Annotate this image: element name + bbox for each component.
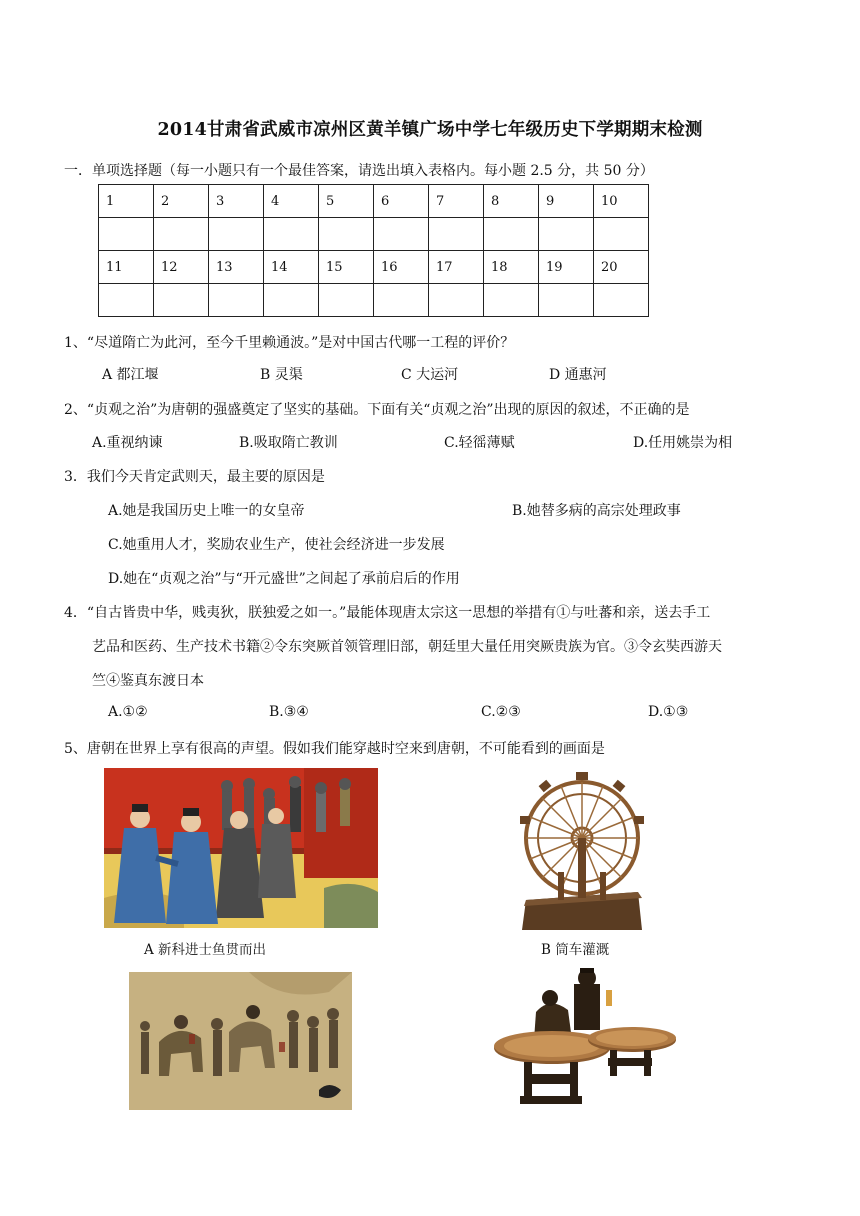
answer-blank-cell[interactable] — [539, 284, 594, 317]
answer-cell-label: 8 — [484, 185, 539, 218]
answer-blank-cell[interactable] — [484, 218, 539, 251]
answer-blank-cell[interactable] — [209, 218, 264, 251]
q4-option-c: C.②③ — [481, 704, 521, 720]
answer-cell-label: 1 — [99, 185, 154, 218]
answer-cell-label: 16 — [374, 251, 429, 284]
answer-cell-label: 5 — [319, 185, 374, 218]
q3-option-d: D.她在“贞观之治”与“开元盛世”之间起了承前启后的作用 — [108, 571, 460, 587]
answer-table — [98, 184, 649, 317]
answer-cell-label: 20 — [594, 251, 649, 284]
answer-cell-label: 18 — [484, 251, 539, 284]
answer-blank-cell[interactable] — [99, 284, 154, 317]
answer-table-blank-row — [99, 218, 649, 251]
answer-blank-cell[interactable] — [429, 284, 484, 317]
answer-cell-label: 3 — [209, 185, 264, 218]
answer-blank-cell[interactable] — [374, 218, 429, 251]
section-heading: 一．单项选择题（每一小题只有一个最佳答案，请选出填入表格内。每小题 2.5 分，共 50 分） — [64, 163, 654, 179]
answer-cell-label: 6 — [374, 185, 429, 218]
water-wheel-picture — [518, 772, 646, 932]
question-4-stem-line-2: 艺品和医药、生产技术书籍②令东突厥首领管理旧部，朝廷里大量任用突厥贵族为官。③令玄奘西游天 — [92, 639, 722, 655]
answer-blank-cell[interactable] — [484, 284, 539, 317]
answer-cell-label: 13 — [209, 251, 264, 284]
q2-option-c: C.轻徭薄赋 — [444, 435, 515, 451]
q1-option-a: A 都江堰 — [102, 367, 159, 383]
answer-blank-cell[interactable] — [154, 218, 209, 251]
answer-table-header-row — [99, 185, 649, 218]
question-5-stem: 5、唐朝在世界上享有很高的声望。假如我们能穿越时空来到唐朝，不可能看到的画面是 — [64, 741, 605, 757]
answer-cell-label: 7 — [429, 185, 484, 218]
answer-blank-cell[interactable] — [539, 218, 594, 251]
picture-a-caption: A 新科进士鱼贯而出 — [144, 942, 267, 958]
answer-cell-label: 2 — [154, 185, 209, 218]
q3-option-b: B.她替多病的高宗处理政事 — [512, 503, 681, 519]
question-2-stem: 2、“贞观之治”为唐朝的强盛奠定了坚实的基础。下面有关“贞观之治”出现的原因的叙述，不正确的是 — [64, 402, 690, 418]
rotating-table-figures-picture — [492, 966, 678, 1106]
q2-option-a: A.重视纳谏 — [92, 435, 163, 451]
answer-cell-label: 4 — [264, 185, 319, 218]
answer-blank-cell[interactable] — [374, 284, 429, 317]
answer-blank-cell[interactable] — [264, 284, 319, 317]
silk-road-caravan-picture — [129, 972, 352, 1110]
answer-cell-label: 14 — [264, 251, 319, 284]
picture-b-caption: B 筒车灌溉 — [541, 942, 610, 958]
answer-blank-cell[interactable] — [319, 218, 374, 251]
answer-cell-label: 9 — [539, 185, 594, 218]
q1-option-d: D 通惠河 — [549, 367, 607, 383]
q4-option-b: B.③④ — [269, 704, 309, 720]
q3-option-c: C.她重用人才，奖励农业生产，使社会经济进一步发展 — [108, 537, 445, 553]
answer-cell-label: 15 — [319, 251, 374, 284]
answer-blank-cell[interactable] — [209, 284, 264, 317]
q1-option-b: B 灵渠 — [260, 367, 303, 383]
question-1-stem: 1、“尽道隋亡为此河，至今千里赖通波。”是对中国古代哪一工程的评价？ — [64, 335, 515, 351]
answer-table-header-row — [99, 251, 649, 284]
question-4-stem-line-3: 竺④鉴真东渡日本 — [92, 673, 204, 689]
q3-option-a: A.她是我国历史上唯一的女皇帝 — [108, 503, 305, 519]
answer-blank-cell[interactable] — [319, 284, 374, 317]
answer-cell-label: 12 — [154, 251, 209, 284]
q4-option-d: D.①③ — [648, 704, 689, 720]
answer-cell-label: 17 — [429, 251, 484, 284]
answer-blank-cell[interactable] — [154, 284, 209, 317]
answer-blank-cell[interactable] — [99, 218, 154, 251]
answer-blank-cell[interactable] — [594, 218, 649, 251]
q2-option-b: B.吸取隋亡教训 — [239, 435, 338, 451]
jinshi-scholars-picture — [104, 768, 378, 928]
q2-option-d: D.任用姚崇为相 — [633, 435, 733, 451]
answer-cell-label: 11 — [99, 251, 154, 284]
q1-option-c: C 大运河 — [401, 367, 459, 383]
answer-table-blank-row — [99, 284, 649, 317]
page-title: 2014甘肃省武威市凉州区黄羊镇广场中学七年级历史下学期期末检测 — [157, 120, 703, 140]
answer-blank-cell[interactable] — [594, 284, 649, 317]
answer-blank-cell[interactable] — [264, 218, 319, 251]
answer-cell-label: 10 — [594, 185, 649, 218]
answer-blank-cell[interactable] — [429, 218, 484, 251]
answer-cell-label: 19 — [539, 251, 594, 284]
q4-option-a: A.①② — [108, 704, 148, 720]
question-3-stem: 3．我们今天肯定武则天，最主要的原因是 — [64, 469, 325, 485]
question-4-stem-line-1: 4．“自古皆贵中华，贱夷狄，朕独爱之如一。”最能体现唐太宗这一思想的举措有①与吐蕃和亲，送去手工 — [64, 605, 711, 621]
